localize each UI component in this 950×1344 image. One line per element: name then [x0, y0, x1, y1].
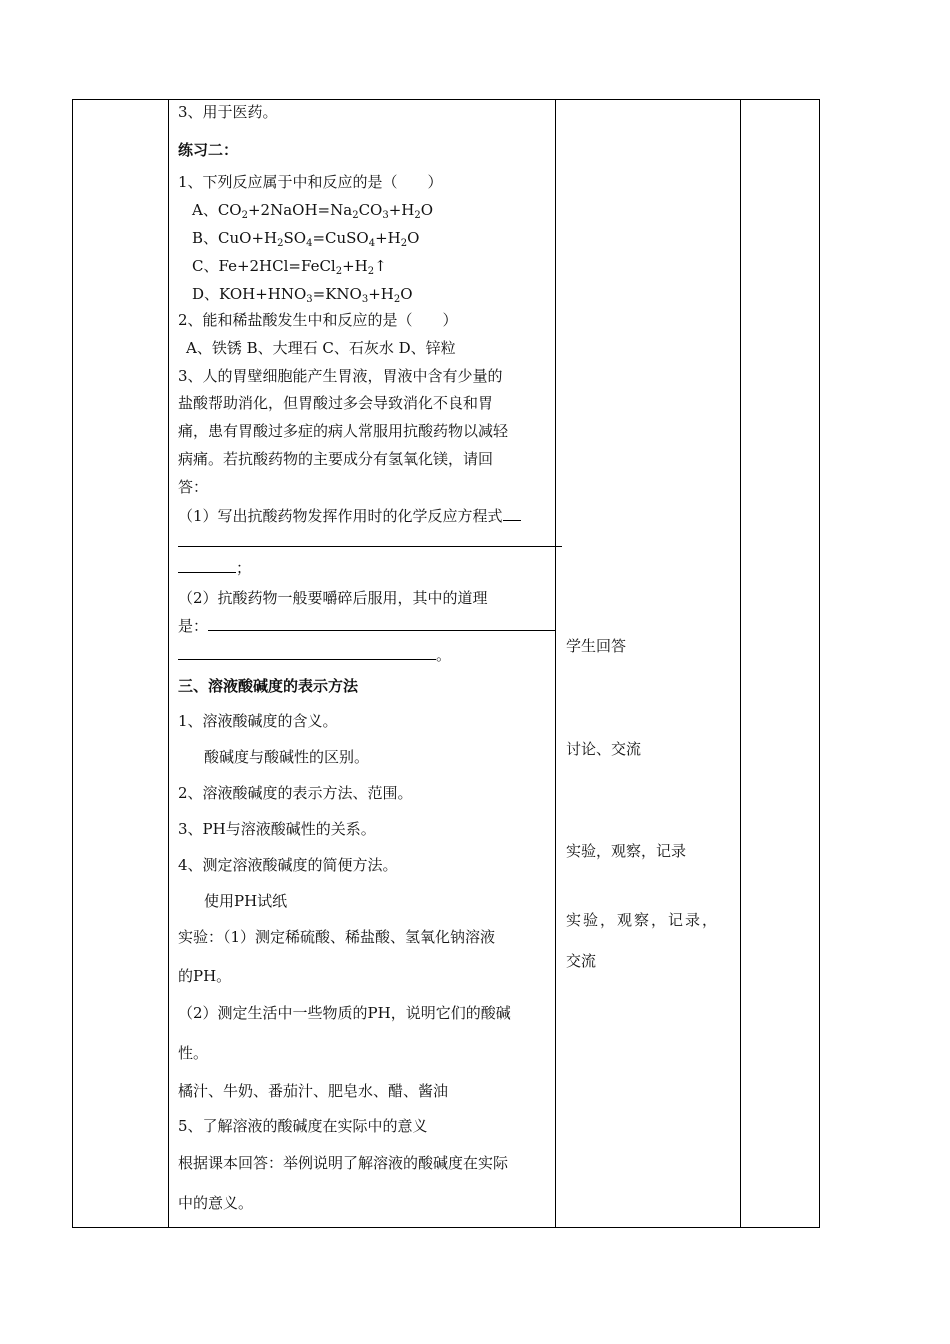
section3-item-3: 3、PH与溶液酸碱性的关系。 — [178, 820, 376, 838]
q1-stem: 1、下列反应属于中和反应的是（ ） — [178, 173, 443, 191]
experiment2-line-1: （2）测定生活中一些物质的PH，说明它们的酸碱 — [178, 1004, 511, 1022]
table-col-border-5 — [819, 99, 820, 1228]
q1-option-a: A、$CO_2+2NaOH=Na_2CO_3+H_2O$ — [192, 201, 434, 221]
q3-sub1-end: ； — [178, 558, 251, 578]
table-bottom-border — [72, 1227, 820, 1228]
section3-item-2: 2、溶液酸碱度的表示方法、范围。 — [178, 784, 413, 802]
section3-title: 三、溶液酸碱度的表示方法 — [178, 677, 359, 695]
q3-sub2-end: 。 — [178, 645, 451, 665]
table-col-border-3 — [555, 99, 556, 1228]
exercise2-title: 练习二： — [178, 141, 239, 159]
answer-blank-line — [178, 546, 562, 547]
q2-options: A、铁锈 B、大理石 C、石灰水 D、锌粒 — [186, 339, 456, 357]
q3-line-3: 痛，患有胃酸过多症的病人常服用抗酸药物以减轻 — [178, 422, 509, 440]
section3-item-4: 4、测定溶液酸碱度的简便方法。 — [178, 856, 398, 874]
table-col-border-2 — [168, 99, 169, 1228]
answer-blank — [178, 645, 436, 660]
q3-line-1: 3、人的胃壁细胞能产生胃液，胃液中含有少量的 — [178, 367, 503, 385]
answer-blank — [503, 506, 521, 521]
section3-item-1: 1、溶液酸碱度的含义。 — [178, 712, 338, 730]
table-col-border-1 — [72, 99, 73, 1228]
q3-sub2-line1: （2）抗酸药物一般要嚼碎后服用，其中的道理 — [178, 589, 488, 607]
experiment2-line-2: 性。 — [178, 1044, 209, 1062]
activity-student-answer: 学生回答 — [566, 637, 627, 655]
answer-line-2: 中的意义。 — [178, 1194, 254, 1212]
section3-item-4b: 使用PH试纸 — [204, 892, 288, 910]
q3-line-2: 盐酸帮助消化，但胃酸过多会导致消化不良和胃 — [178, 394, 494, 412]
q3-sub2-line2: 是： — [178, 616, 556, 636]
answer-line-1: 根据课本回答：举例说明了解溶液的酸碱度在实际 — [178, 1154, 509, 1172]
q1-option-d: D、$KOH+HNO_3=KNO_3+H_2O$ — [192, 285, 413, 305]
q3-line-4: 病痛。若抗酸药物的主要成分有氢氧化镁，请回 — [178, 450, 494, 468]
activity-experiment-2-line2: 交流 — [566, 952, 597, 970]
activity-discuss: 讨论、交流 — [566, 740, 642, 758]
answer-blank — [208, 616, 556, 631]
activity-experiment-2-line1: 实验，观察，记录， — [566, 911, 720, 929]
experiment-line-2: 的PH。 — [178, 967, 232, 985]
q2-stem: 2、能和稀盐酸发生中和反应的是（ ） — [178, 311, 458, 329]
section3-item-5: 5、了解溶液的酸碱度在实际中的意义 — [178, 1117, 428, 1135]
substances-list: 橘汁、牛奶、番茄汁、肥皂水、醋、酱油 — [178, 1082, 449, 1100]
use-medicine-line: 3、用于医药。 — [178, 103, 278, 121]
table-top-border — [72, 99, 820, 100]
section3-item-1b: 酸碱度与酸碱性的区别。 — [204, 748, 370, 766]
answer-blank — [178, 558, 236, 573]
activity-experiment-1: 实验，观察，记录 — [566, 842, 687, 860]
q1-option-b: B、$CuO+H_2SO_4=CuSO_4+H_2O$ — [192, 229, 420, 249]
q3-line-5: 答： — [178, 478, 209, 496]
q1-option-c: C、$Fe+2HCl=FeCl_2+H_2↑$ — [192, 257, 387, 277]
table-col-border-4 — [740, 99, 741, 1228]
q3-sub1: （1）写出抗酸药物发挥作用时的化学反应方程式 — [178, 506, 521, 526]
experiment-line-1: 实验：（1）测定稀硫酸、稀盐酸、氢氧化钠溶液 — [178, 928, 496, 946]
